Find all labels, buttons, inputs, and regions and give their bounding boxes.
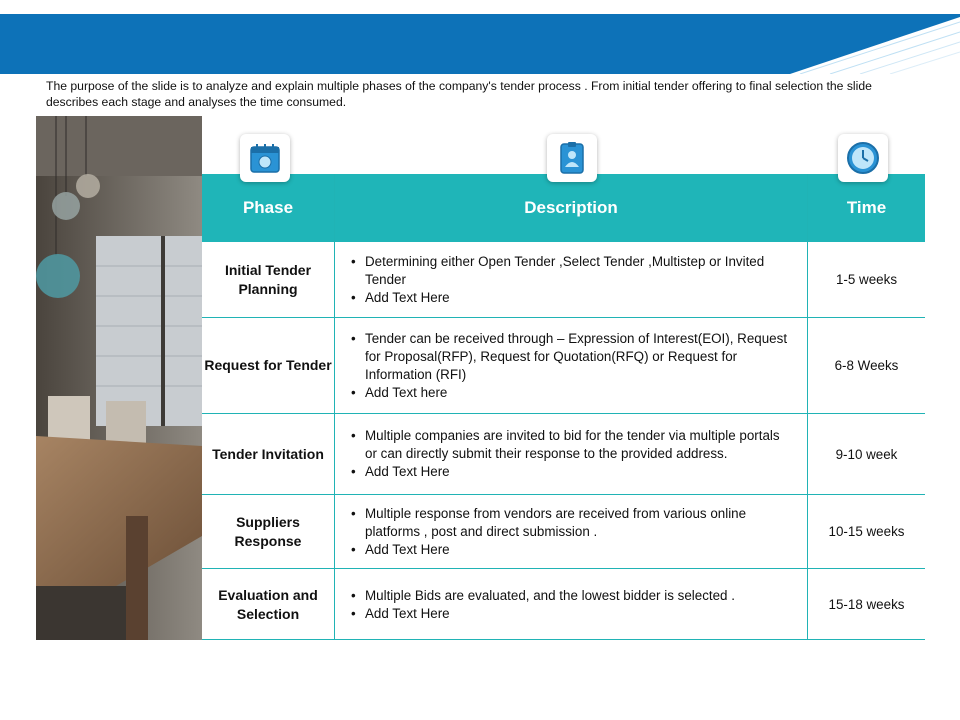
header-banner	[0, 14, 960, 74]
calendar-icon-box	[240, 134, 290, 182]
phase-cell: Suppliers Response	[234, 513, 302, 549]
clock-icon-box	[838, 134, 888, 182]
description-cell	[345, 242, 790, 317]
time-cell: 9-10 week	[835, 446, 898, 462]
description-bullet: • Add Text Here	[345, 463, 790, 481]
description-bullet: • Multiple companies are invited to bid for the tender via multiple portals or can directly submit their response to the provided address.	[345, 427, 790, 463]
calendar-icon	[248, 142, 282, 174]
table-row	[202, 495, 925, 568]
intro-text: The purpose of the slide is to analyze and explain multiple phases of the company's tender process . From initial tender offering to final selection the slide describes each stage and analyses the time consumed.	[46, 79, 872, 109]
table-row	[202, 569, 925, 640]
time-cell: 1-5 weeks	[835, 272, 898, 287]
header-phase: Phase	[242, 198, 294, 217]
description-bullet: • Add Text Here	[345, 289, 790, 307]
description-cell	[345, 414, 790, 494]
table-row	[202, 414, 925, 494]
description-bullet: • Determining either Open Tender ,Select Tender ,Multistep or Invited Tender	[345, 253, 790, 289]
description-bullet: • Multiple response from vendors are received from various online platforms , post and direct submission .	[345, 505, 790, 541]
time-cell: 10-15 weeks	[828, 524, 905, 539]
time-cell: 15-18 weeks	[828, 597, 905, 612]
description-bullet: • Tender can be received through – Expression of Interest(EOI), Request for Proposal(RFP), Request for Quotation(RFQ) or Request for Information (RFI)	[345, 330, 790, 384]
clock-icon	[846, 141, 880, 175]
phase-cell: Request for Tender	[204, 357, 332, 373]
description-cell	[345, 495, 790, 568]
phase-cell: Evaluation and Selection	[218, 586, 318, 622]
header-description: Description	[524, 198, 618, 217]
phase-cell: Tender Invitation	[212, 445, 324, 462]
description-bullet: • Add Text Here	[345, 605, 790, 623]
id-badge-icon-box	[547, 134, 597, 182]
id-badge-icon	[557, 141, 587, 175]
table-bottom-border	[202, 639, 925, 640]
header-time: Time	[846, 198, 887, 217]
description-cell	[345, 569, 790, 640]
phase-cell: Initial Tender Planning	[224, 261, 312, 297]
meeting-room-photo	[36, 116, 202, 640]
description-bullet: • Add Text here	[345, 384, 790, 402]
table-row	[202, 242, 925, 317]
table-row	[202, 318, 925, 413]
description-cell	[345, 318, 790, 413]
description-bullet: • Multiple Bids are evaluated, and the lowest bidder is selected .	[345, 587, 790, 605]
description-bullet: • Add Text Here	[345, 541, 790, 559]
time-cell: 6-8 Weeks	[834, 358, 899, 373]
